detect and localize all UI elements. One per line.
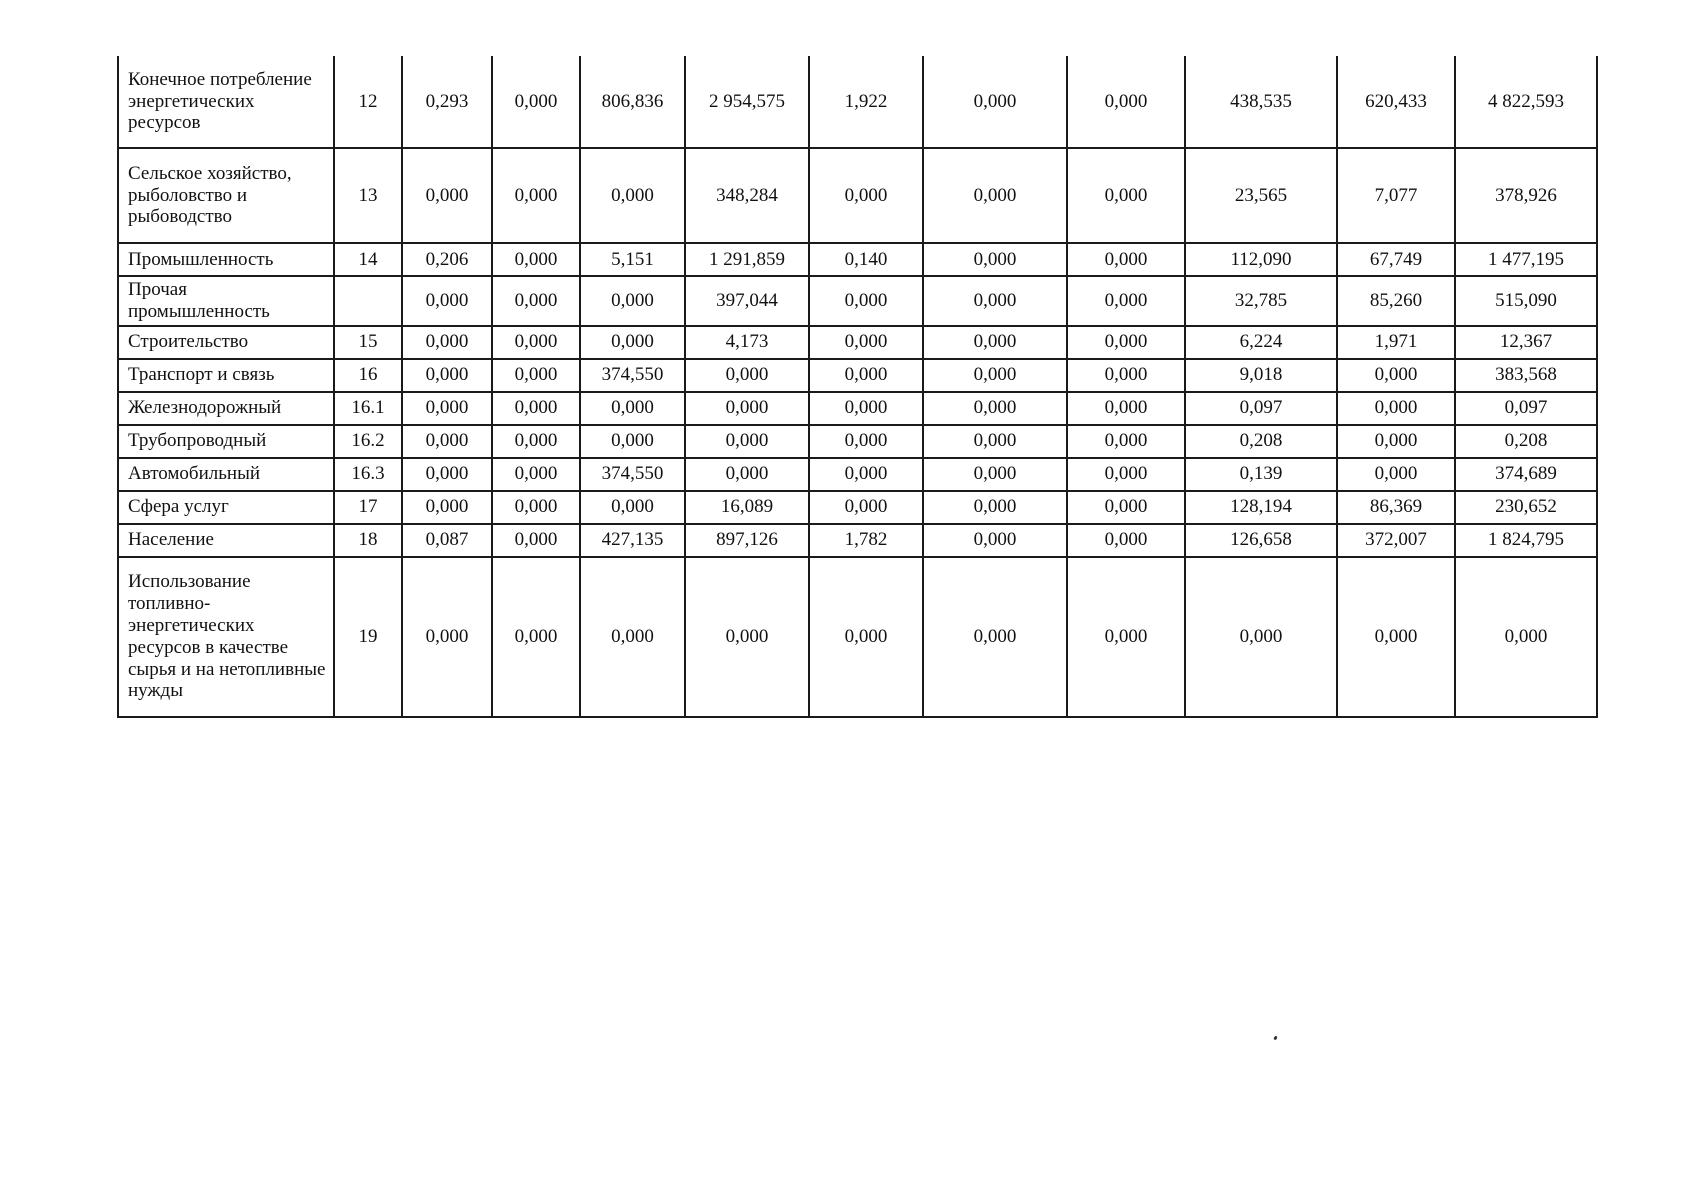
table-cell: 0,000: [1337, 392, 1455, 425]
table-cell: 0,000: [1067, 359, 1185, 392]
row-label: Сельское хозяйство, рыболовство и рыбоводство: [118, 148, 334, 243]
table-cell: 1 824,795: [1455, 524, 1597, 557]
table-row: [118, 557, 1597, 717]
table-cell: 0,097: [1455, 392, 1597, 425]
table-cell: 374,550: [580, 458, 685, 491]
row-code: 18: [334, 524, 402, 557]
table-cell: 0,000: [580, 148, 685, 243]
table-row: [118, 491, 1597, 524]
table-cell: 0,000: [492, 326, 580, 359]
row-label: Железнодорожный: [118, 392, 334, 425]
table-cell: 0,000: [809, 276, 923, 326]
table-cell: 0,000: [923, 491, 1067, 524]
table-cell: 9,018: [1185, 359, 1337, 392]
table-cell: 23,565: [1185, 148, 1337, 243]
table-cell: 0,000: [923, 392, 1067, 425]
table-cell: 0,000: [1067, 524, 1185, 557]
row-code: 17: [334, 491, 402, 524]
table-cell: 6,224: [1185, 326, 1337, 359]
table-cell: 0,000: [580, 276, 685, 326]
table-cell: 0,000: [809, 491, 923, 524]
table-cell: 0,000: [923, 458, 1067, 491]
table-cell: 1 477,195: [1455, 243, 1597, 276]
table-cell: 0,000: [492, 425, 580, 458]
table-row: [118, 425, 1597, 458]
row-label: Транспорт и связь: [118, 359, 334, 392]
row-code: 16.1: [334, 392, 402, 425]
row-code: 14: [334, 243, 402, 276]
table-cell: 0,000: [1067, 392, 1185, 425]
table-cell: 0,097: [1185, 392, 1337, 425]
table-cell: 0,000: [685, 359, 809, 392]
table-cell: 126,658: [1185, 524, 1337, 557]
table-cell: 4 822,593: [1455, 56, 1597, 148]
table-cell: 1,922: [809, 56, 923, 148]
table-cell: 397,044: [685, 276, 809, 326]
row-code: [334, 276, 402, 326]
energy-balance-table: [117, 56, 1598, 718]
table-cell: 0,000: [809, 326, 923, 359]
table-cell: 0,000: [923, 425, 1067, 458]
table-cell: 0,000: [1337, 557, 1455, 717]
row-code: 16: [334, 359, 402, 392]
row-label: Промышленность: [118, 243, 334, 276]
table-cell: 0,000: [492, 458, 580, 491]
table-cell: 438,535: [1185, 56, 1337, 148]
table-cell: 0,000: [402, 458, 492, 491]
table-cell: 0,000: [492, 243, 580, 276]
table-cell: 0,000: [1067, 491, 1185, 524]
table-cell: 0,000: [580, 557, 685, 717]
table-cell: 0,000: [492, 359, 580, 392]
table-cell: 0,000: [402, 491, 492, 524]
table-cell: 0,000: [923, 359, 1067, 392]
table-cell: 0,000: [1337, 425, 1455, 458]
table-cell: 0,000: [1067, 243, 1185, 276]
table-cell: 85,260: [1337, 276, 1455, 326]
row-label: Трубопроводный: [118, 425, 334, 458]
table-cell: 515,090: [1455, 276, 1597, 326]
table-cell: 16,089: [685, 491, 809, 524]
table-cell: 0,140: [809, 243, 923, 276]
table-cell: 0,000: [492, 557, 580, 717]
table-row: [118, 359, 1597, 392]
table-row: [118, 458, 1597, 491]
table-row: [118, 392, 1597, 425]
table-cell: 0,000: [923, 326, 1067, 359]
table-cell: 0,000: [1337, 458, 1455, 491]
table-cell: 0,000: [1067, 557, 1185, 717]
table-cell: 128,194: [1185, 491, 1337, 524]
table-cell: 0,000: [809, 359, 923, 392]
table-cell: 0,000: [492, 491, 580, 524]
table-cell: 32,785: [1185, 276, 1337, 326]
row-code: 19: [334, 557, 402, 717]
row-code: 16.2: [334, 425, 402, 458]
table-cell: 1 291,859: [685, 243, 809, 276]
table-cell: 0,000: [492, 524, 580, 557]
table-cell: 0,000: [923, 56, 1067, 148]
table-cell: 0,000: [402, 425, 492, 458]
table-cell: 0,000: [1067, 56, 1185, 148]
row-code: 12: [334, 56, 402, 148]
table-cell: 0,000: [492, 392, 580, 425]
table-row: [118, 243, 1597, 276]
table-cell: 12,367: [1455, 326, 1597, 359]
table-cell: 0,000: [402, 392, 492, 425]
table-row: [118, 326, 1597, 359]
table-cell: 0,000: [1067, 148, 1185, 243]
table-cell: 0,000: [923, 524, 1067, 557]
table-cell: 2 954,575: [685, 56, 809, 148]
table-cell: 0,208: [1455, 425, 1597, 458]
table-cell: 0,000: [402, 359, 492, 392]
table-cell: 0,000: [809, 392, 923, 425]
table-cell: 0,000: [1067, 326, 1185, 359]
table-cell: 383,568: [1455, 359, 1597, 392]
table-cell: 230,652: [1455, 491, 1597, 524]
table-cell: 0,000: [402, 276, 492, 326]
table-cell: 1,782: [809, 524, 923, 557]
table-cell: 0,000: [809, 425, 923, 458]
table-cell: 0,000: [1067, 276, 1185, 326]
row-code: 13: [334, 148, 402, 243]
table-body: [118, 56, 1597, 717]
table-cell: 348,284: [685, 148, 809, 243]
table-cell: 5,151: [580, 243, 685, 276]
table-cell: 0,000: [1337, 359, 1455, 392]
table-cell: 806,836: [580, 56, 685, 148]
table-cell: 86,369: [1337, 491, 1455, 524]
table-cell: 0,000: [402, 148, 492, 243]
table-row: [118, 56, 1597, 148]
row-label: Строительство: [118, 326, 334, 359]
table-cell: 0,206: [402, 243, 492, 276]
row-code: 15: [334, 326, 402, 359]
table-cell: 0,087: [402, 524, 492, 557]
table-cell: 112,090: [1185, 243, 1337, 276]
table-cell: 0,000: [1185, 557, 1337, 717]
table-row: [118, 148, 1597, 243]
table-cell: 0,000: [923, 148, 1067, 243]
scan-speck: [1273, 1036, 1278, 1041]
table-cell: 0,000: [580, 392, 685, 425]
table-cell: 0,000: [580, 326, 685, 359]
table-cell: 0,208: [1185, 425, 1337, 458]
row-label: Сфера услуг: [118, 491, 334, 524]
table-cell: 0,293: [402, 56, 492, 148]
table-cell: 0,000: [809, 148, 923, 243]
table-cell: 0,000: [1067, 425, 1185, 458]
table-row: [118, 524, 1597, 557]
row-label: Использование топливно-энергетических ресурсов в качестве сырья и на нетопливные нужды: [118, 557, 334, 717]
table-cell: 0,000: [580, 491, 685, 524]
table-cell: 67,749: [1337, 243, 1455, 276]
table-cell: 0,000: [685, 425, 809, 458]
row-label: Автомобильный: [118, 458, 334, 491]
table-cell: 0,000: [492, 56, 580, 148]
table-cell: 0,000: [402, 557, 492, 717]
table-cell: 374,550: [580, 359, 685, 392]
table-cell: 0,000: [580, 425, 685, 458]
table-cell: 0,000: [492, 148, 580, 243]
table-cell: 897,126: [685, 524, 809, 557]
table-cell: 0,000: [1455, 557, 1597, 717]
table-cell: 0,000: [923, 557, 1067, 717]
row-code: 16.3: [334, 458, 402, 491]
table-cell: 0,000: [809, 458, 923, 491]
table-cell: 0,139: [1185, 458, 1337, 491]
table-cell: 0,000: [809, 557, 923, 717]
table-cell: 372,007: [1337, 524, 1455, 557]
table-cell: 378,926: [1455, 148, 1597, 243]
table-cell: 0,000: [923, 243, 1067, 276]
table-cell: 0,000: [1067, 458, 1185, 491]
table-cell: 427,135: [580, 524, 685, 557]
table-cell: 0,000: [685, 557, 809, 717]
table-cell: 374,689: [1455, 458, 1597, 491]
table-cell: 0,000: [685, 458, 809, 491]
table-row: [118, 276, 1597, 326]
table-cell: 0,000: [685, 392, 809, 425]
table-cell: 0,000: [402, 326, 492, 359]
table-cell: 620,433: [1337, 56, 1455, 148]
table-cell: 0,000: [923, 276, 1067, 326]
row-label: Прочая промышленность: [118, 276, 334, 326]
table-cell: 1,971: [1337, 326, 1455, 359]
table-cell: 7,077: [1337, 148, 1455, 243]
table-cell: 0,000: [492, 276, 580, 326]
row-label: Население: [118, 524, 334, 557]
row-label: Конечное потребление энергетических ресурсов: [118, 56, 334, 148]
table-cell: 4,173: [685, 326, 809, 359]
